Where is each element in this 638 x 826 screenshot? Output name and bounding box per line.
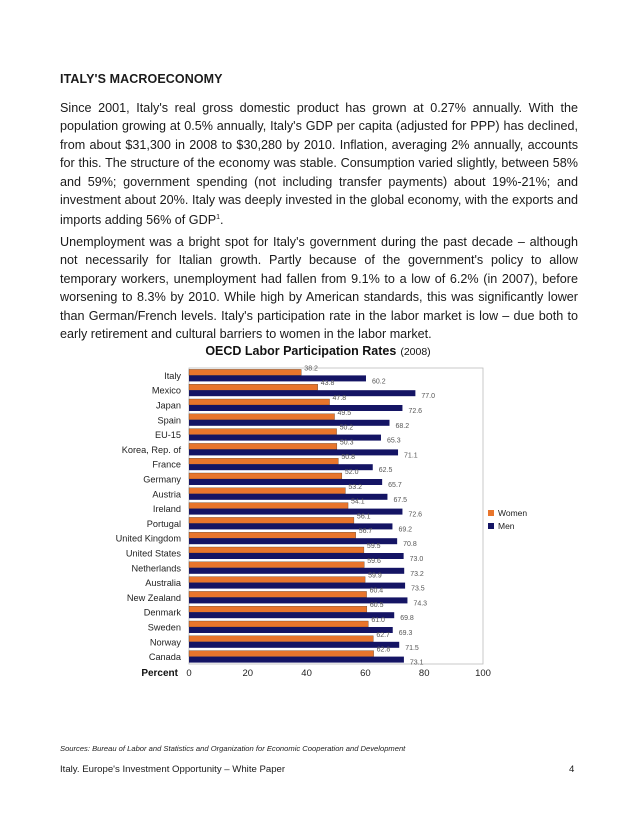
data-label-men: 65.7 [388,482,402,489]
category-label: Ireland [152,504,181,515]
data-label-men: 73.2 [410,570,424,578]
bar-women [189,429,337,435]
bar-men [189,375,366,381]
page-number: 4 [569,764,575,775]
category-label: United States [125,548,181,559]
bar-men [189,657,404,663]
bar-men [189,420,390,426]
chart-title-text: OECD Labor Participation Rates [205,344,397,358]
x-tick-label: 80 [418,668,430,679]
chart-plot-area [116,365,528,679]
category-label: Mexico [151,385,181,396]
data-label-men: 72.6 [408,511,423,519]
data-label-women: 62.8 [376,646,391,654]
data-label-men: 71.5 [405,644,419,652]
data-label-men: 60.2 [371,378,386,386]
data-label-men: 62.5 [378,467,393,475]
bar-women [189,458,338,464]
data-label-women: 52.0 [344,469,359,476]
bar-women [189,517,354,523]
data-label-women: 50.8 [341,454,355,462]
bar-women [189,399,330,405]
x-tick-label: 20 [242,668,254,679]
x-axis-title: Percent [141,668,178,679]
chart-source-note: Sources: Bureau of Labor and Statistics and Organization for Economic Cooperation and Development [60,744,406,753]
paragraph-unemployment: Unemployment was a bright spot for Italy's government during the past decade – although not necessarily for Italian growth. Partly because of the government's policy to allow temporary workers, unemployment had fallen from 9.1% to a low of 6.2% (in 2007), before worsening to 8.3% by 2010. While high by American standards, this was significantly lower than German/French levels. Italy's participation rate in the labor market is low – due both to early retirement and cultural barriers to women in the labor market. [60,235,578,342]
data-label-women: 43.8 [320,380,335,388]
bar-women [189,503,348,509]
bar-men [189,642,399,648]
category-label: Germany [143,474,181,485]
data-label-men: 70.8 [403,541,417,549]
plot-frame [189,368,483,664]
bar-women [189,488,345,494]
legend-swatch-men [488,523,494,529]
data-label-men: 65.3 [386,437,401,445]
bar-women [189,621,368,627]
data-label-women: 56.1 [356,513,371,521]
category-label: United Kingdom [115,533,181,544]
bar-women [189,473,342,479]
data-label-men: 69.8 [400,615,414,623]
category-label: Italy [164,370,181,381]
data-label-women: 56.7 [358,528,373,536]
legend-label-women: Women [498,508,528,518]
category-label: Spain [157,415,181,426]
data-label-women: 60.5 [369,602,384,610]
section-heading: ITALY'S MACROECONOMY [60,72,223,86]
labor-participation-chart [0,340,638,740]
x-tick-label: 0 [186,668,192,679]
footnote-marker[interactable]: 1 [216,214,221,222]
category-label: Sweden [147,622,181,633]
data-label-women: 50.3 [339,439,354,447]
x-tick-label: 100 [475,668,491,679]
category-label: New Zealand [126,592,181,603]
paragraph-gdp [60,99,578,230]
data-label-women: 59.6 [367,557,381,565]
bar-women [189,547,364,553]
bar-women [189,562,364,568]
data-label-men: 73.1 [409,659,424,667]
x-tick-label: 60 [360,668,371,679]
bar-men [189,612,394,618]
category-label: Denmark [143,607,181,618]
chart-title [205,344,430,358]
bar-women [189,577,365,583]
chart-subtitle: (2008) [400,346,431,358]
data-label-women: 50.2 [339,424,354,432]
bar-women [189,636,373,642]
legend-swatch-women [488,510,494,516]
bar-women [189,606,367,612]
data-label-women: 62.7 [376,631,390,639]
bar-women [189,369,301,375]
category-label: Netherlands [131,563,181,574]
data-label-men: 68.2 [395,422,410,430]
data-label-women: 54.1 [351,498,365,506]
data-label-women: 60.4 [369,587,384,595]
category-label: Australia [145,578,181,589]
bar-women [189,443,337,449]
data-label-women: 53.2 [348,483,363,491]
data-label-women: 59.5 [366,543,381,550]
data-label-women: 47.8 [332,395,347,402]
bar-women [189,532,356,538]
bar-men [189,449,398,455]
category-label: France [152,459,181,470]
category-label: Austria [152,489,181,500]
data-label-women: 61.0 [371,617,385,624]
bar-men [189,627,393,633]
x-tick-label: 40 [301,668,312,679]
data-label-women: 59.9 [368,572,382,580]
category-label: Canada [148,652,181,663]
bar-men [189,405,402,411]
legend-label-men: Men [498,521,515,531]
data-label-men: 73.0 [409,556,424,563]
paragraph-gdp-text: Since 2001, Italy's real gross domestic product has grown at 0.27% annually. With the population growing at 0.5% annually, Italy's GDP per capita (adjusted for PPP) has declined, from about $31,300 in 2008 to $30,280 by 2010. Inflation, averaging 2% annually, accounts for this. The structure of the economy was stable. Consumption varied slightly, between 58% and 59%; government spending (not including transfer payments) about 19%-21%; and investment about 20%. Italy was deeply invested in the global economy, with the exports and imports adding 56% of GDP [60,101,578,228]
bar-men [189,390,415,396]
data-label-men: 67.5 [393,496,408,504]
bar-women [189,591,367,597]
data-label-women: 49.5 [337,409,352,417]
category-label: Japan [155,400,181,411]
category-label: Norway [149,637,181,648]
data-label-men: 69.2 [398,526,413,534]
data-label-men: 71.1 [404,452,418,460]
data-label-men: 77.0 [421,393,436,401]
category-label: EU-15 [154,430,181,441]
data-label-men: 72.6 [408,408,423,415]
data-label-men: 74.3 [413,600,428,608]
bar-women [189,651,374,657]
paragraph-gdp-end: . [220,213,224,228]
category-label: Portugal [146,518,181,529]
bar-women [189,414,335,420]
data-label-men: 69.3 [398,630,413,637]
data-label-women: 38.2 [304,365,318,373]
category-label: Korea, Rep. of [121,444,181,455]
bar-men [189,538,397,544]
bar-women [189,384,318,390]
footer-title: Italy. Europe's Investment Opportunity – White Paper [60,764,286,775]
data-label-men: 73.5 [411,585,425,593]
